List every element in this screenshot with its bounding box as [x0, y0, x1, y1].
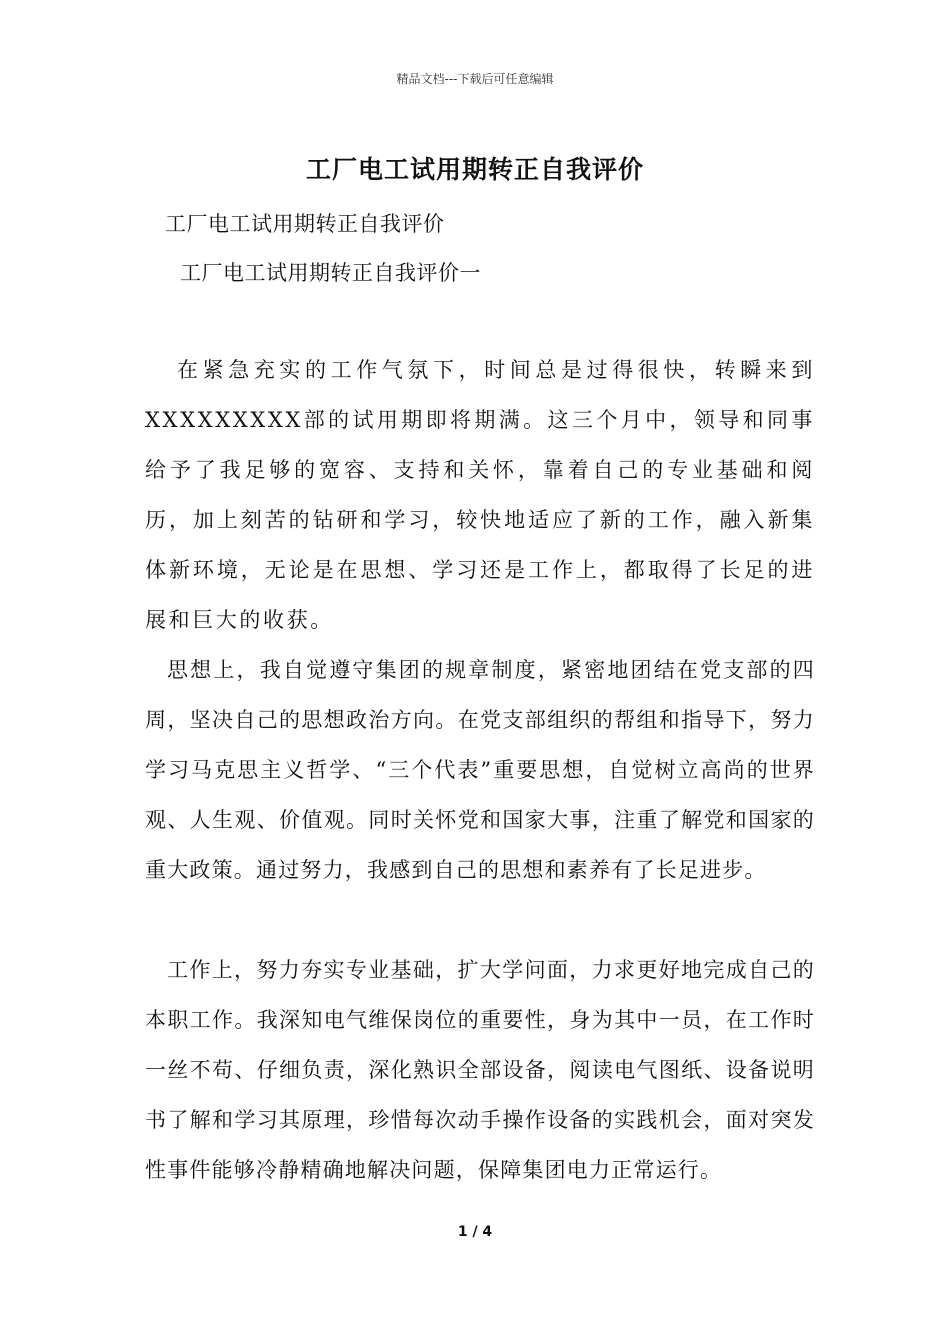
- paragraph-1: 在紧急充实的工作气氛下，时间总是过得很快，转瞬来到XXXXXXXXX部的试用期即将期满。这三个月中，领导和同事给予了我足够的宽容、支持和关怀，靠着自己的专业基础和阅历，加上刻苦的钻研和学习，较快地适应了新的工作，融入新集体新环境，无论是在思想、学习还是工作上，都取得了长足的进展和巨大的收获。: [145, 358, 815, 632]
- page-number: 1 / 4: [457, 1224, 493, 1240]
- paragraph-2: 思想上，我自觉遵守集团的规章制度，紧密地团结在党支部的四周，坚决自己的思想政治方向。在党支部组织的帮组和指导下，努力学习马克思主义哲学、“三个代表”重要思想，自觉树立高尚的世界观、人生观、价值观。同时关怀党和国家大事，注重了解党和国家的重大政策。通过努力，我感到自己的思想和素养有了长足进步。: [145, 658, 815, 882]
- header-note: 精品文档---下载后可任意编辑: [396, 72, 554, 86]
- paragraph-3: 工作上，努力夯实专业基础，扩大学问面，力求更好地完成自己的本职工作。我深知电气维保岗位的重要性，身为其中一员，在工作时一丝不苟、仔细负责，深化熟识全部设备，阅读电气图纸、设备说明书了解和学习其原理，珍惜每次动手操作设备的实践机会，面对突发性事件能够冷静精确地解决问题，保障集团电力正常运行。: [145, 958, 815, 1182]
- document-title: 工厂电工试用期转正自我评价: [305, 155, 644, 184]
- subtitle-1: 工厂电工试用期转正自我评价: [165, 212, 445, 236]
- subtitle-2: 工厂电工试用期转正自我评价一: [180, 261, 481, 285]
